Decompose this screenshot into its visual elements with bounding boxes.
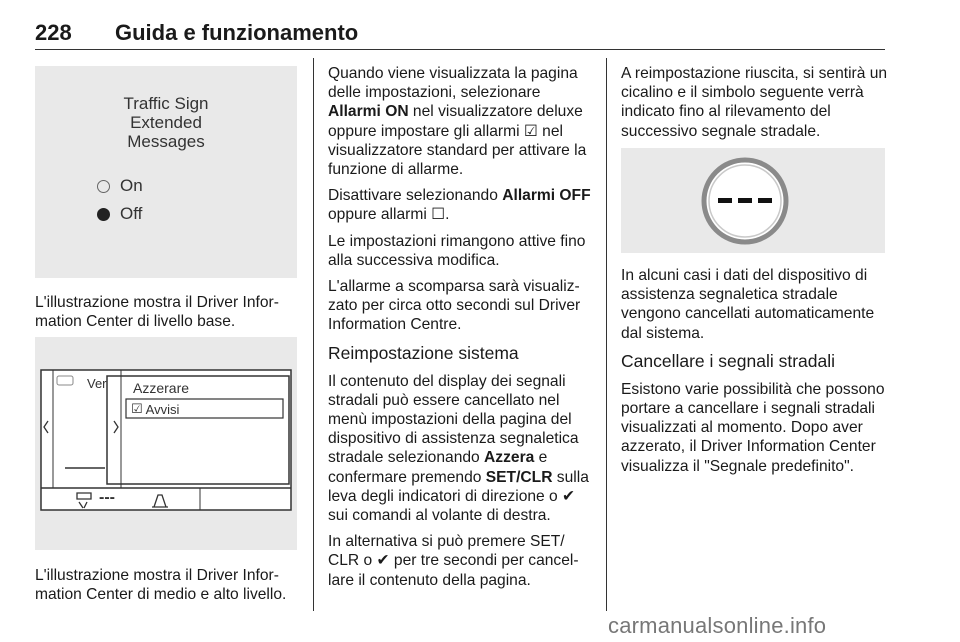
paragraph-alternative: In alternativa si può premere SET/ CLR o ✔ per tre secondi per cancel-lare il contenuto della pagina. [328, 533, 579, 589]
radio-option-on: On [97, 176, 143, 196]
paragraph-clear-signs: Esistono varie possibilità che possono portare a cancellare i segnali stradali visualizzati al momento. Dopo aver azzerato, il Driver Information Center visualizza il "Segnale predefinito". [621, 380, 885, 475]
checkbox-checked-icon: ☑ [131, 401, 143, 416]
paragraph-auto-clear: In alcuni casi i dati del dispositivo di assistenza segnaletica stradale vengono cancellati automaticamente dal sistema. [621, 267, 875, 342]
status-dashes: --- [99, 489, 115, 506]
column-right-lower [621, 266, 889, 483]
menu-partial-label: Ver [87, 376, 107, 391]
paragraph-persist: Le impostazioni rimangono attive fino alla successiva modifica. [328, 232, 586, 269]
header-rule [35, 49, 885, 50]
watermark: carmanualsonline.info [608, 613, 827, 638]
caption-figure1: L'illustrazione mostra il Driver Infor-mation Center di livello base. [35, 294, 279, 330]
heading-clear-signs: Cancellare i segnali stradali [621, 350, 835, 371]
radio-filled-icon [97, 208, 110, 221]
column-middle [328, 64, 593, 597]
paragraph-popup: L'allarme a scomparsa sarà visualiz-zato per circa otto secondi sul Driver Information Centre. [328, 278, 581, 334]
paragraph-settings: Quando viene visualizzata la pagina delle impostazioni, selezionare Allarmi ON nel visualizzatore deluxe oppure impostare gli allarmi ☑ nel visualizzatore standard per attivare la funzione di allarme. [328, 65, 587, 179]
paragraph-reset: Il contenuto del display dei segnali stradali può essere cancellato nel menù impostazioni della pagina del dispositivo di assistenza segnaletica stradale selezionando Azzera e confermare premendo SET/CLR sulla leva degli indicatori di direzione o ✔ sui comandi al volante di destra. [328, 372, 589, 525]
column-right [621, 64, 889, 148]
page-number: 228 [35, 20, 72, 45]
paragraph-reset-success: A reimpostazione riuscita, si sentirà un cicalino e il simbolo seguente verrà indicato fino al rilevamento del successivo segnale stradale. [621, 65, 888, 140]
column-divider [606, 58, 607, 611]
radio-empty-icon [97, 180, 110, 193]
figure-default-sign [621, 148, 885, 253]
caption-figure2: L'illustrazione mostra il Driver Infor-mation Center di medio e alto livello. [35, 567, 287, 603]
figure-base-dic [35, 66, 297, 278]
menu-item-azzerare: Azzerare [133, 380, 190, 396]
figure-mid-dic [35, 337, 297, 550]
dic-display-drawing [35, 337, 297, 550]
column-divider [313, 58, 314, 611]
paragraph-disable: Disattivare selezionando Allarmi OFF oppure allarmi ☐. [328, 187, 591, 224]
heading-reset: Reimpostazione sistema [328, 342, 519, 363]
default-sign-icon [621, 148, 885, 253]
section-title: Guida e funzionamento [115, 20, 359, 45]
page-header [35, 20, 885, 50]
menu-subitem-avvisi: ☑ Avvisi [131, 401, 180, 417]
figure-title: Traffic Sign Extended Messages [123, 94, 209, 151]
radio-option-off: Off [97, 204, 142, 224]
